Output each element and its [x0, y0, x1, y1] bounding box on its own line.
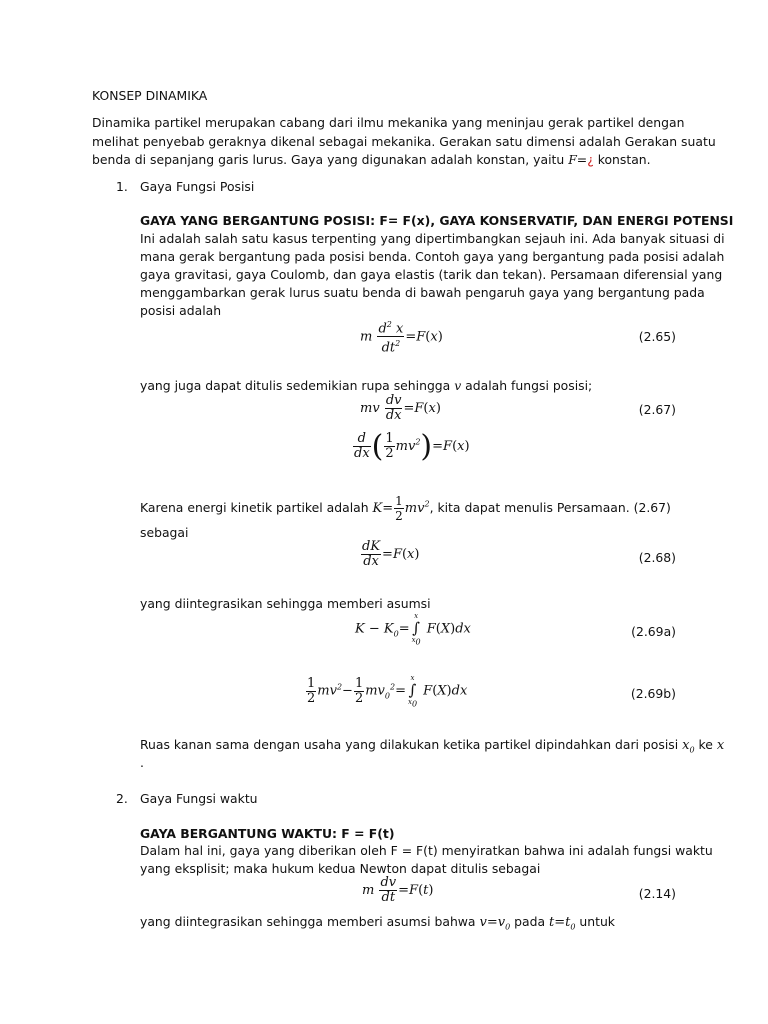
section-1-number: 1. — [116, 179, 128, 194]
section-1-para-line-3: gaya gravitasi, gaya Coulomb, dan gaya elastis (tarik dan tekan). Persamaan diferensial yang — [140, 267, 723, 282]
equation-2-68: $\frac{dK}{dx}$ =F(x) — [362, 539, 420, 569]
ruas-kanan-text: Ruas kanan sama dengan usaha yang dilakukan ketika partikel dipindahkan dari posisi $x_0$ ke x — [140, 737, 725, 755]
section-2-subheading: GAYA BERGANTUNG WAKTU: F = F(t) — [140, 826, 395, 841]
section-1-para-line-1: Ini adalah salah satu kasus terpenting yang dipertimbangkan sejauh ini. Ada banyak situasi di — [140, 231, 725, 246]
equation-2-65: m $\frac{d^2 x}{dt^2}$ =F(x) — [360, 320, 443, 356]
section-1-para-line-2: mana gerak bergantung pada posisi benda. Contoh gaya yang bergantung pada posisi adalah — [140, 249, 725, 264]
equation-number-2-69a: (2.69a) — [631, 624, 676, 639]
force-symbol: F= — [568, 152, 588, 167]
replacement-glyph: ¿ — [587, 152, 594, 167]
velocity-function-text: yang juga dapat ditulis sedemikian rupa sehingga v adalah fungsi posisi; — [140, 378, 593, 393]
section-1-para-line-4: menggambarkan gerak lurus suatu benda di bawah pengaruh gaya yang bergantung pada — [140, 285, 705, 300]
equation-number-2-65: (2.65) — [638, 329, 676, 344]
document-heading: KONSEP DINAMIKA — [92, 88, 208, 103]
section-2-title: Gaya Fungsi waktu — [140, 791, 258, 806]
section-2-para-line-2: yang eksplisit; maka hukum kedua Newton dapat ditulis sebagai — [140, 861, 541, 876]
equation-number-2-68: (2.68) — [638, 550, 676, 565]
kinetic-energy-text: Karena energi kinetik partikel adalah K= $\frac{1}{2}$ $mv^2$, kita dapat menulis Persamaan. (2.67) — [140, 494, 671, 523]
intro-line-1: Dinamika partikel merupakan cabang dari ilmu mekanika yang meninjau gerak partikel dengan — [92, 115, 685, 130]
section-1-para-line-5: posisi adalah — [140, 303, 222, 318]
equation-2-67-alt: $\frac{d}{dx}$ ( $\frac{1}{2}$ $mv^2)=F(x)$ — [354, 429, 470, 464]
equation-number-2-69b: (2.69b) — [630, 686, 676, 701]
section-2-para-line-1: Dalam hal ini, gaya yang diberikan oleh F = F(t) menyiratkan bahwa ini adalah fungsi waktu — [140, 843, 713, 858]
intro-line-3: benda di sepanjang garis lurus. Gaya yang digunakan adalah konstan, yaitu F=¿ konstan. — [92, 152, 651, 167]
equation-2-69a: $K - K_0=$ x ∫ $x_0$ F(X)dx — [355, 612, 471, 647]
equation-number-2-67: (2.67) — [638, 402, 676, 417]
intro-line-2: melihat penyebab geraknya dikenal sebagai mekanika. Gerakan satu dimensi adalah Gerakan suatu — [92, 134, 716, 149]
section-2-number: 2. — [116, 791, 128, 806]
equation-number-2-14: (2.14) — [638, 886, 676, 901]
section-1-subheading: GAYA YANG BERGANTUNG POSISI: F= F(x), GAYA KONSERVATIF, DAN ENERGI POTENSI — [140, 213, 734, 228]
final-text: yang diintegrasikan sehingga memberi asumsi bahwa $v=v_0$ pada $t=t_0$ untuk — [140, 914, 615, 932]
integrate-text: yang diintegrasikan sehingga memberi asumsi — [140, 596, 431, 611]
section-1-title: Gaya Fungsi Posisi — [140, 179, 255, 194]
equation-2-67: mv $\frac{dv}{dx}$ =F(x) — [360, 393, 441, 423]
equation-2-14: m $\frac{dv}{dt}$ =F(t) — [362, 875, 434, 905]
sebagai-text: sebagai — [140, 525, 189, 540]
equation-2-69b: $\frac{1}{2}$ $mv^2-$ $\frac{1}{2}$ $mv_0^2=$ x ∫ $x_0$ F(X)dx — [307, 674, 468, 709]
ruas-period: . — [140, 755, 144, 770]
